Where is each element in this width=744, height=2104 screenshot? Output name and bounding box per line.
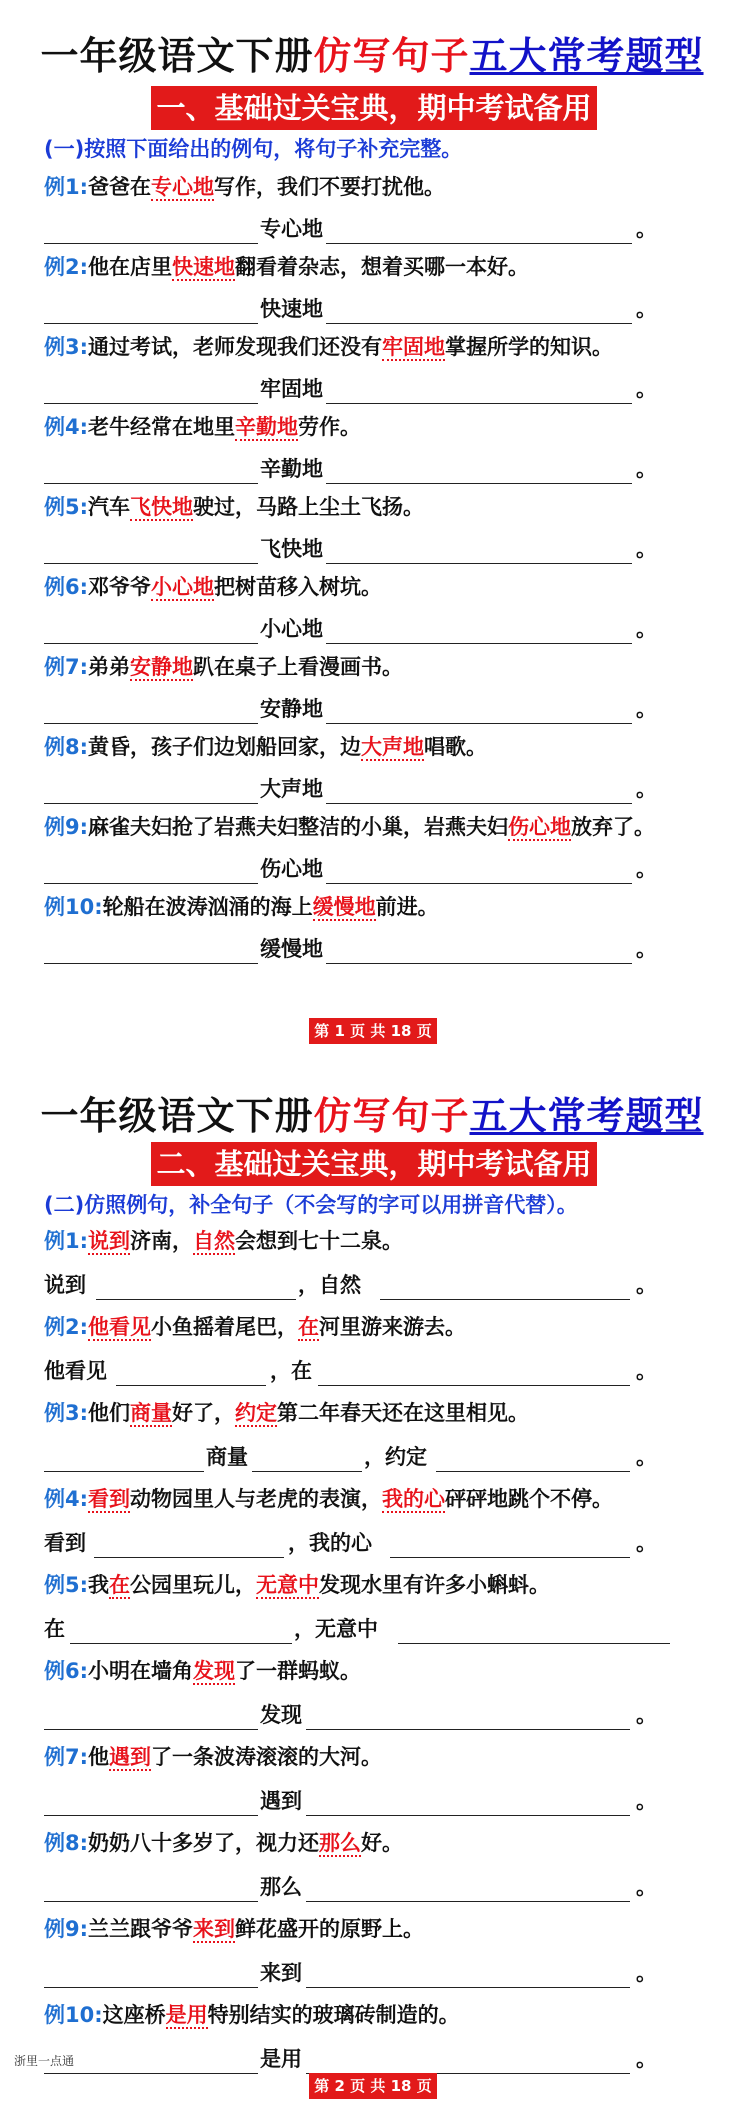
sentence-text: 弟弟 [88,655,131,679]
sentence-text: 会想到七十二泉。 [235,1229,404,1253]
sentence-text: 了一条波涛滚滚的大河。 [151,1745,383,1769]
highlighted-word: 来到 [193,1917,236,1941]
example-sentence [44,1484,613,1514]
example-label: 例10: [44,2003,103,2027]
given-word: 缓慢地 [260,937,323,961]
sentence-text: 前进。 [375,895,439,919]
example-label: 例5: [44,1573,89,1597]
given-word: ，自然 [298,1273,361,1297]
highlighted-word: 那么 [319,1831,362,1855]
answer-blank[interactable] [326,723,632,724]
given-word: ，无意中 [294,1617,378,1641]
period-mark: 。 [636,617,657,641]
answer-blank[interactable] [326,403,632,404]
sentence-text: 趴在桌子上看漫画书。 [193,655,404,679]
sentence-text: 好。 [361,1831,404,1855]
answer-blank[interactable] [44,243,258,244]
answer-line [44,1270,688,1304]
given-word: 看到 [44,1531,86,1555]
given-word: 飞快地 [260,537,323,561]
answer-line [44,294,657,328]
sentence-text: 麻雀夫妇抢了岩燕夫妇整洁的小巢，岩燕夫妇 [88,815,509,839]
given-word: 是用 [260,2047,302,2071]
sentence-text: 公园里玩儿， [130,1573,257,1597]
example-sentence [44,1656,361,1686]
given-word: ，约定 [364,1445,427,1469]
example-sentence [44,332,613,362]
highlighted-word: 大声地 [361,735,425,759]
given-word: 。 [636,1445,657,1469]
highlighted-word: 自然 [193,1229,236,1253]
example-label: 例5: [44,495,89,519]
given-word: 。 [636,2047,657,2071]
highlighted-word: 辛勤地 [235,415,299,439]
sentence-text: 河里游来游去。 [319,1315,467,1339]
instruction: (二)仿照例句，补全句子（不会写的字可以用拼音代替）。 [44,1193,578,1217]
answer-blank[interactable] [306,1901,630,1902]
highlighted-word: 伤心地 [508,815,572,839]
highlighted-word: 商量 [130,1401,173,1425]
instruction: (一)按照下面给出的例句，将句子补充完整。 [44,137,463,161]
example-sentence [44,732,487,762]
given-word: 牢固地 [260,377,323,401]
example-label: 例2: [44,1315,89,1339]
highlighted-word: 约定 [235,1401,278,1425]
sentence-text: 我 [88,1573,110,1597]
title-part-blue: 五大常考题型 [469,1093,704,1138]
worksheet-page-2 [0,1088,744,2104]
example-label: 例3: [44,335,89,359]
example-label: 例1: [44,175,89,199]
sentence-text: 砰砰地跳个不停。 [445,1487,614,1511]
sentence-text: 小鱼摇着尾巴， [151,1315,299,1339]
answer-line [44,374,657,408]
watermark: 浙里一点通 [14,2054,75,2068]
given-word: 。 [636,1789,657,1813]
answer-line [44,854,657,888]
given-word: 。 [636,1273,657,1297]
example-sentence [44,1398,529,1428]
answer-blank[interactable] [44,1471,204,1472]
answer-line [44,1872,688,1906]
sentence-text: 鲜花盛开的原野上。 [235,1917,425,1941]
given-word: 快速地 [260,297,323,321]
example-label: 例2: [44,255,89,279]
given-word: 来到 [260,1961,302,1985]
answer-line [44,1614,688,1648]
answer-line [44,694,657,728]
sentence-text: 发现水里有许多小蝌蚪。 [319,1573,551,1597]
answer-blank[interactable] [44,723,258,724]
given-word: 商量 [206,1445,248,1469]
sentence-text: 好了， [172,1401,236,1425]
example-label: 例6: [44,1659,89,1683]
given-word: ，我的心 [288,1531,372,1555]
sentence-text: 劳作。 [298,415,362,439]
answer-line [44,614,657,648]
answer-blank[interactable] [44,643,258,644]
given-word: 他看见 [44,1359,107,1383]
given-word: 在 [44,1617,65,1641]
period-mark: 。 [636,457,657,481]
answer-blank[interactable] [326,563,632,564]
sentence-text: 写作，我们不要打扰他。 [214,175,446,199]
sentence-text: 把树苗移入树坑。 [214,575,383,599]
example-label: 例8: [44,1831,89,1855]
page-number: 第 1 页 共 18 页 [309,1018,437,1044]
sentence-text: 掌握所学的知识。 [445,335,614,359]
given-word: 伤心地 [260,857,323,881]
given-word: 辛勤地 [260,457,323,481]
highlighted-word: 飞快地 [130,495,194,519]
answer-blank[interactable] [326,803,632,804]
period-mark: 。 [636,297,657,321]
sentence-text: 翻看着杂志，想着买哪一本好。 [235,255,530,279]
answer-blank[interactable] [44,483,258,484]
answer-blank[interactable] [326,323,632,324]
example-sentence [44,492,424,522]
answer-blank[interactable] [326,243,632,244]
sentence-text: 了一群蚂蚁。 [235,1659,362,1683]
sentence-text: 这座桥 [102,2003,166,2027]
answer-blank[interactable] [44,883,258,884]
sentence-text: 放弃了。 [571,815,656,839]
answer-blank[interactable] [44,323,258,324]
given-word: 那么 [260,1875,302,1899]
example-label: 例9: [44,1917,89,1941]
answer-blank[interactable] [380,1299,630,1300]
given-word: ，在 [270,1359,312,1383]
period-mark: 。 [636,537,657,561]
highlighted-word: 遇到 [109,1745,152,1769]
given-word: 安静地 [260,697,323,721]
answer-blank[interactable] [44,1901,258,1902]
sentence-text: 第二年春天还在这里相见。 [277,1401,530,1425]
sentence-text: 爸爸在 [88,175,152,199]
sentence-text: 济南， [130,1229,194,1253]
given-word: 。 [636,1875,657,1899]
sentence-text: 兰兰跟爷爷 [88,1917,194,1941]
highlighted-word: 我的心 [382,1487,446,1511]
given-word: 大声地 [260,777,323,801]
example-sentence [44,652,403,682]
example-sentence [44,1828,403,1858]
answer-blank[interactable] [44,963,258,964]
example-sentence [44,892,439,922]
example-sentence [44,1312,466,1342]
answer-blank[interactable] [70,1643,292,1644]
answer-line [44,1442,688,1476]
answer-blank[interactable] [44,563,258,564]
example-label: 例10: [44,895,103,919]
example-sentence [44,572,382,602]
answer-blank[interactable] [44,1729,258,1730]
given-word: 。 [636,1703,657,1727]
period-mark: 。 [636,857,657,881]
highlighted-word: 牢固地 [382,335,446,359]
answer-blank[interactable] [326,483,632,484]
example-label: 例4: [44,415,89,439]
answer-blank[interactable] [44,2073,258,2074]
example-sentence [44,1226,403,1256]
title-part-red: 仿写句子 [313,1093,470,1138]
answer-blank[interactable] [306,1729,630,1730]
highlighted-word: 缓慢地 [312,895,376,919]
answer-blank[interactable] [44,403,258,404]
answer-line [44,1786,688,1820]
highlighted-word: 小心地 [151,575,215,599]
answer-line [44,1700,688,1734]
answer-blank[interactable] [44,803,258,804]
answer-blank[interactable] [318,1385,630,1386]
page-title [0,1088,744,1144]
page-number: 第 2 页 共 18 页 [309,2073,437,2099]
sentence-text: 邓爷爷 [88,575,152,599]
example-label: 例7: [44,655,89,679]
title-part-black: 一年级语文下册 [40,33,314,78]
answer-line [44,1958,688,1992]
page-title [0,28,744,84]
sentence-text: 汽车 [88,495,131,519]
answer-blank[interactable] [252,1471,362,1472]
answer-blank[interactable] [398,1643,670,1644]
sentence-text: 唱歌。 [424,735,488,759]
sentence-text: 小明在墙角 [88,1659,194,1683]
example-sentence [44,1570,550,1600]
example-sentence [44,1914,424,1944]
given-word: 发现 [260,1703,302,1727]
example-sentence [44,252,529,282]
answer-blank[interactable] [96,1299,296,1300]
given-word: 遇到 [260,1789,302,1813]
given-word: 小心地 [260,617,323,641]
given-word: 专心地 [260,217,323,241]
section-banner: 一、基础过关宝典，期中考试备用 [151,86,597,130]
section-banner: 二、基础过关宝典，期中考试备用 [151,1142,597,1186]
answer-blank[interactable] [326,963,632,964]
answer-blank[interactable] [326,883,632,884]
answer-blank[interactable] [306,1987,630,1988]
example-label: 例1: [44,1229,89,1253]
sentence-text: 动物园里人与老虎的表演， [130,1487,383,1511]
answer-line [44,774,657,808]
sentence-text: 驶过，马路上尘土飞扬。 [193,495,425,519]
period-mark: 。 [636,697,657,721]
highlighted-word: 无意中 [256,1573,320,1597]
example-label: 例3: [44,1401,89,1425]
answer-line [44,534,657,568]
answer-blank[interactable] [44,1987,258,1988]
answer-line [44,1528,688,1562]
answer-blank[interactable] [390,1557,630,1558]
example-sentence [44,812,655,842]
answer-blank[interactable] [116,1385,266,1386]
example-label: 例7: [44,1745,89,1769]
sentence-text: 奶奶八十多岁了，视力还 [88,1831,320,1855]
sentence-text: 他们 [88,1401,131,1425]
answer-blank[interactable] [326,643,632,644]
given-word: 。 [636,1961,657,1985]
answer-line [44,454,657,488]
period-mark: 。 [636,377,657,401]
highlighted-word: 在 [298,1315,320,1339]
period-mark: 。 [636,777,657,801]
period-mark: 。 [636,937,657,961]
answer-line [44,214,657,248]
period-mark: 。 [636,217,657,241]
answer-blank[interactable] [44,1815,258,1816]
sentence-text: 老牛经常在地里 [88,415,236,439]
given-word: 。 [636,1359,657,1383]
highlighted-word: 是用 [165,2003,208,2027]
highlighted-word: 在 [109,1573,131,1597]
answer-blank[interactable] [436,1471,630,1472]
sentence-text: 轮船在波涛汹涌的海上 [102,895,313,919]
title-part-blue: 五大常考题型 [469,33,704,78]
example-label: 例6: [44,575,89,599]
answer-line [44,934,657,968]
example-label: 例4: [44,1487,89,1511]
title-part-black: 一年级语文下册 [40,1093,314,1138]
example-label: 例8: [44,735,89,759]
highlighted-word: 说到 [88,1229,131,1253]
sentence-text: 特别结实的玻璃砖制造的。 [207,2003,460,2027]
highlighted-word: 专心地 [151,175,215,199]
answer-blank[interactable] [306,1815,630,1816]
given-word: 。 [636,1531,657,1555]
example-sentence [44,412,361,442]
answer-line [44,1356,688,1390]
sentence-text: 黄昏，孩子们边划船回家，边 [88,735,362,759]
sentence-text: 他 [88,1745,110,1769]
title-part-red: 仿写句子 [313,33,470,78]
highlighted-word: 安静地 [130,655,194,679]
highlighted-word: 发现 [193,1659,236,1683]
example-label: 例9: [44,815,89,839]
highlighted-word: 看到 [88,1487,131,1511]
example-sentence [44,1742,382,1772]
example-sentence [44,172,445,202]
given-word: 说到 [44,1273,86,1297]
sentence-text: 他在店里 [88,255,173,279]
example-sentence [44,2000,460,2030]
highlighted-word: 快速地 [172,255,236,279]
highlighted-word: 他看见 [88,1315,152,1339]
answer-blank[interactable] [94,1557,284,1558]
sentence-text: 通过考试，老师发现我们还没有 [88,335,383,359]
